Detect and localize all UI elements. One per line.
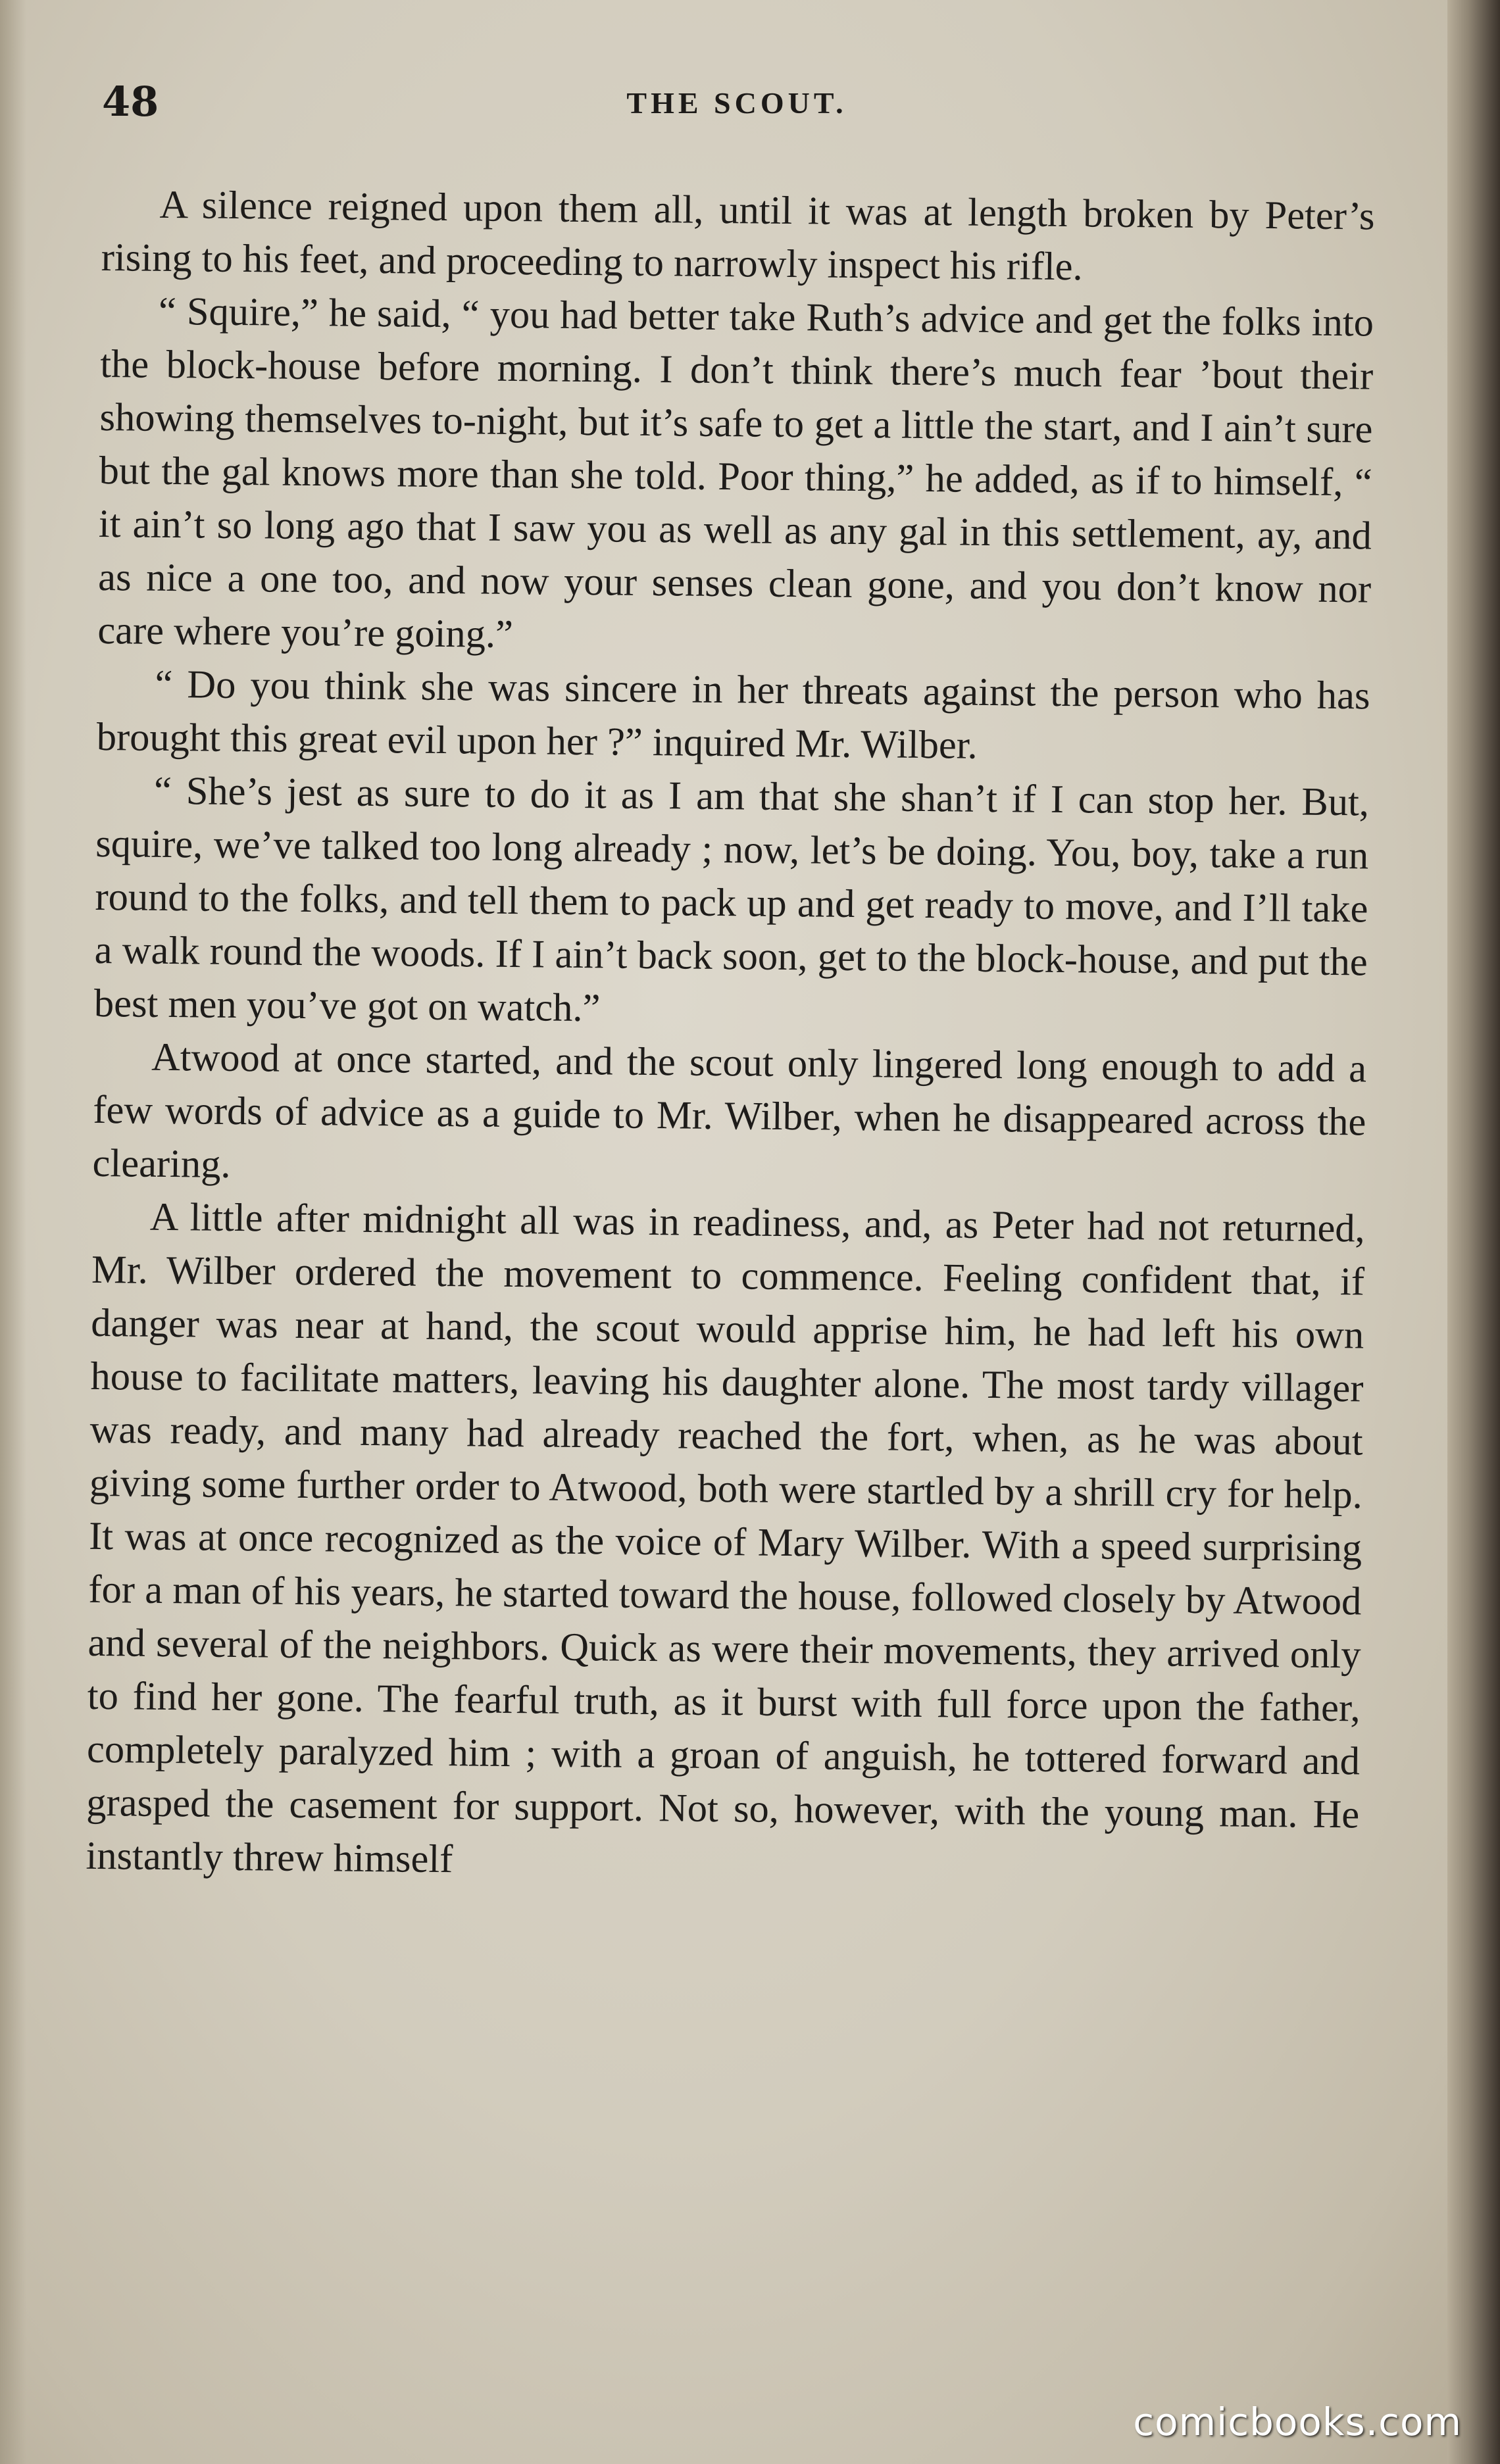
body-text: [86, 178, 1375, 1894]
paragraph: A silence reigned upon them all, until it was at length broken by Peter’s rising to his feet, and proceeding to narrowly inspect his rifle.: [101, 182, 1375, 289]
watermark: comicbooks.com: [1133, 2400, 1462, 2444]
paragraph: Atwood at once started, and the scout only lingered long enough to add a few words of advice as a guide to Mr. Wilber, when he disappeared across the clearing.: [92, 1035, 1367, 1187]
paragraph: “ Do you think she was sincere in her threats against the person who has brought this great evil upon her ?” inquired Mr. Wilber.: [96, 662, 1370, 768]
running-title: THE SCOUT.: [626, 86, 847, 120]
page-number: 48: [102, 78, 159, 126]
paragraph: A little after midnight all was in readiness, and, as Peter had not returned, Mr. Wilber ordered the movement to commence. Feeling confident that, if danger was near at hand, the scout would apprise him, he had left his own house to facilitate matters, leaving his daughter alone. The most tardy villager was ready, and many had already reached the fort, when, as he was about giving some further order to Atwood, both were startled by a shrill cry for help. It was at once recognized as the voice of Mary Wilber. With a speed surprising for a man of his years, he started toward the house, followed closely by Atwood and several of the neighbors. Quick as were their movements, they arrived only to find her gone. The fearful truth, as it burst with full force upon the father, completely paralyzed him ; with a groan of anguish, he tottered forward and grasped the casement for support. Not so, however, with the young man. He instantly threw himself: [86, 1195, 1366, 1882]
page-right-edge: [1447, 0, 1500, 2464]
page-left-shadow: [0, 0, 26, 2464]
page-header: [102, 78, 1372, 137]
paragraph: “ Squire,” he said, “ you had better take Ruth’s advice and get the folks into the block-house before morning. I don’t think there’s much fear ’bout their showing themselves to-night, but it’s safe to get a little the start, and I ain’t sure but the gal knows more than she told. Poor thing,” he added, as if to himself, “ it ain’t so long ago that I saw you as well as any gal in this settlement, ay, and as nice a one too, and now your senses clean gone, and you don’t know nor care where you’re going.”: [97, 289, 1374, 657]
paragraph: “ She’s jest as sure to do it as I am that she shan’t if I can stop her. But, squire, we’ve talked too long already ; now, let’s be doing. You, boy, take a run round to the folks, and tell them to pack up and get ready to move, and I’ll take a walk round the woods. If I ain’t back soon, get to the block-house, and put the best men you’ve got on watch.”: [93, 768, 1370, 1031]
